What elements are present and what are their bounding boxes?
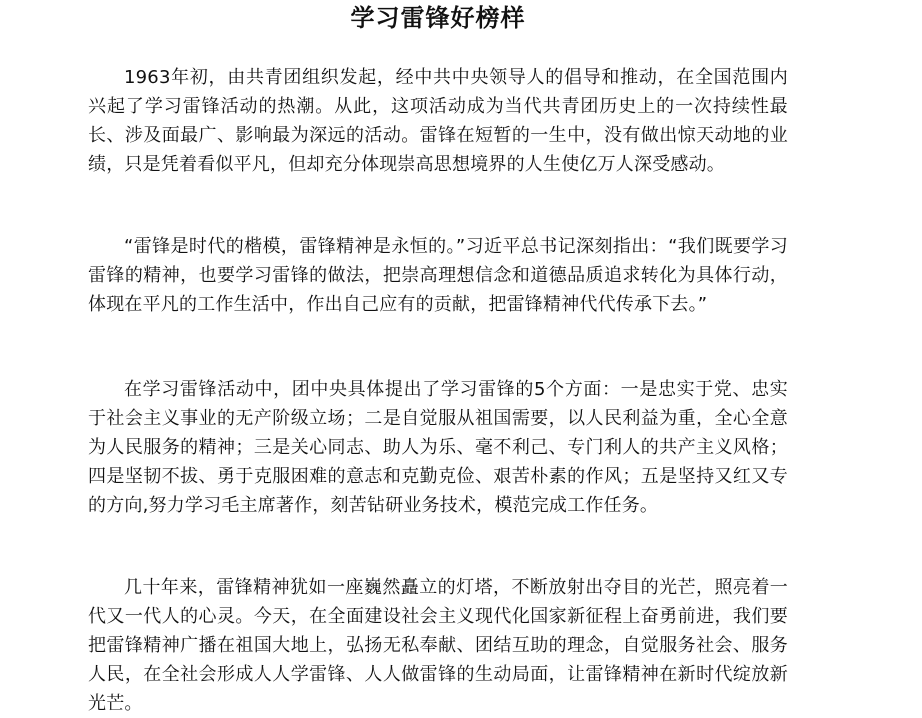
document-title: 学习雷锋好榜样 bbox=[350, 3, 526, 32]
paragraph-2: “雷锋是时代的楷模，雷锋精神是永恒的。”习近平总书记深刻指出：“我们既要学习雷锋的精神，也要学习雷锋的做法，把崇高理想信念和道德品质追求转化为具体行动，体现在平凡的工作生活中，作出自己应有的贡献，把雷锋精神代代传承下去。” bbox=[88, 236, 788, 315]
paragraph-1: 1963年初，由共青团组织发起，经中共中央领导人的倡导和推动，在全国范围内兴起了学习雷锋活动的热潮。从此，这项活动成为当代共青团历史上的一次持续性最长、涉及面最广、影响最为深远的活动。雷锋在短暂的一生中，没有做出惊天动地的业绩，只是凭着看似平凡，但却充分体现崇高思想境界的人生使亿万人深受感动。 bbox=[88, 67, 788, 175]
paragraph-3: 在学习雷锋活动中，团中央具体提出了学习雷锋的5个方面：一是忠实于党、忠实于社会主义事业的无产阶级立场；二是自觉服从祖国需要，以人民利益为重，全心全意为人民服务的精神；三是关心同志、助人为乐、毫不利己、专门利人的共产主义风格；四是坚韧不拔、勇于克服困难的意志和克勤克俭、艰苦朴素的作风；五是坚持又红又专的方向,努力学习毛主席著作，刻苦钻研业务技术，模范完成工作任务。 bbox=[88, 379, 788, 516]
document-page bbox=[88, 0, 788, 714]
paragraph-4: 几十年来，雷锋精神犹如一座巍然矗立的灯塔，不断放射出夺目的光芒，照亮着一代又一代人的心灵。今天，在全面建设社会主义现代化国家新征程上奋勇前进，我们要把雷锋精神广播在祖国大地上，弘扬无私奉献、团结互助的理念，自觉服务社会、服务人民，在全社会形成人人学雷锋、人人做雷锋的生动局面，让雷锋精神在新时代绽放新光芒。 bbox=[88, 577, 788, 714]
